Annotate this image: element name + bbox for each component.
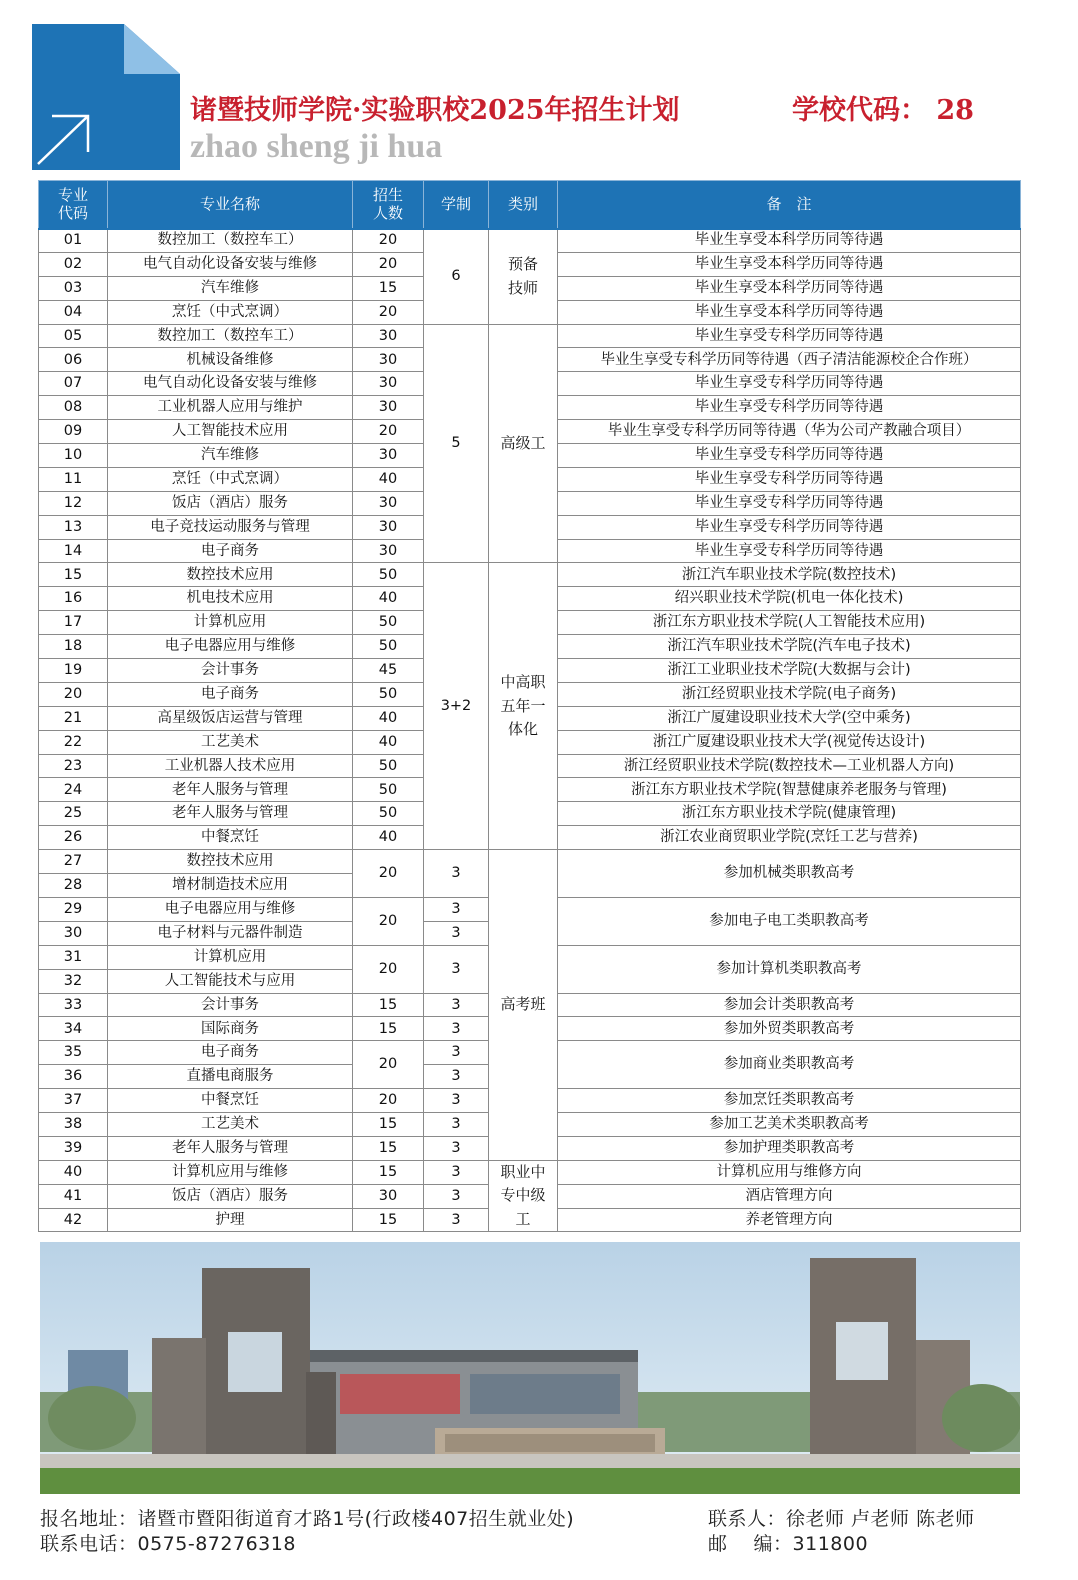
major-name: 电子商务 — [108, 1041, 353, 1065]
note: 毕业生享受专科学历同等待遇 — [558, 444, 1021, 468]
major-code: 03 — [39, 276, 108, 300]
enroll-count: 20 — [353, 1041, 424, 1089]
enroll-count: 50 — [353, 635, 424, 659]
note: 参加护理类职教高考 — [558, 1136, 1021, 1160]
enroll-count: 40 — [353, 467, 424, 491]
major-code: 25 — [39, 802, 108, 826]
column-header-notes: 备 注 — [558, 181, 1021, 229]
major-name: 人工智能技术与应用 — [108, 969, 353, 993]
major-code: 38 — [39, 1112, 108, 1136]
major-code: 40 — [39, 1160, 108, 1184]
enroll-count: 20 — [353, 897, 424, 945]
category: 预备技师 — [489, 229, 558, 325]
major-name: 老年人服务与管理 — [108, 778, 353, 802]
logo-graphic — [32, 24, 180, 170]
enroll-count: 30 — [353, 539, 424, 563]
study-years: 3 — [424, 1160, 489, 1184]
study-years: 3 — [424, 1089, 489, 1113]
category: 职业中专中级工 — [489, 1160, 558, 1232]
major-name: 数控加工（数控车工） — [108, 324, 353, 348]
major-code: 01 — [39, 229, 108, 253]
note: 毕业生享受专科学历同等待遇 — [558, 491, 1021, 515]
note: 毕业生享受专科学历同等待遇 — [558, 372, 1021, 396]
enroll-count: 50 — [353, 682, 424, 706]
major-name: 电子材料与元器件制造 — [108, 921, 353, 945]
major-name: 烹饪（中式烹调） — [108, 300, 353, 324]
major-code: 22 — [39, 730, 108, 754]
column-header-name: 专业名称 — [108, 181, 353, 229]
major-name: 电子商务 — [108, 539, 353, 563]
note: 毕业生享受专科学历同等待遇（西子清洁能源校企合作班） — [558, 348, 1021, 372]
major-code: 07 — [39, 372, 108, 396]
school-code: 学校代码： 28 — [792, 95, 974, 126]
column-header-category: 类别 — [489, 181, 558, 229]
major-name: 增材制造技术应用 — [108, 874, 353, 898]
major-name: 汽车维修 — [108, 276, 353, 300]
major-name: 饭店（酒店）服务 — [108, 491, 353, 515]
major-code: 30 — [39, 921, 108, 945]
table-row — [39, 563, 1021, 587]
major-name: 机械设备维修 — [108, 348, 353, 372]
enroll-count: 30 — [353, 372, 424, 396]
note: 参加外贸类职教高考 — [558, 1017, 1021, 1041]
enroll-count: 30 — [353, 348, 424, 372]
major-code: 42 — [39, 1208, 108, 1232]
major-code: 36 — [39, 1065, 108, 1089]
page-subtitle: zhao sheng ji hua — [190, 128, 443, 165]
major-name: 会计事务 — [108, 659, 353, 683]
major-code: 24 — [39, 778, 108, 802]
enroll-count: 30 — [353, 444, 424, 468]
enroll-count: 50 — [353, 754, 424, 778]
major-name: 数控加工（数控车工） — [108, 229, 353, 253]
study-years: 3 — [424, 993, 489, 1017]
major-name: 护理 — [108, 1208, 353, 1232]
major-name: 电子竞技运动服务与管理 — [108, 515, 353, 539]
enroll-count: 50 — [353, 563, 424, 587]
major-name: 计算机应用 — [108, 945, 353, 969]
note: 参加会计类职教高考 — [558, 993, 1021, 1017]
enrollment-plan-table — [38, 180, 1021, 1232]
enroll-count: 50 — [353, 802, 424, 826]
enroll-count: 15 — [353, 1112, 424, 1136]
major-code: 17 — [39, 611, 108, 635]
note: 绍兴职业技术学院(机电一体化技术) — [558, 587, 1021, 611]
major-code: 32 — [39, 969, 108, 993]
major-code: 26 — [39, 826, 108, 850]
note: 毕业生享受专科学历同等待遇 — [558, 396, 1021, 420]
enroll-count: 15 — [353, 1017, 424, 1041]
note: 浙江汽车职业技术学院(数控技术) — [558, 563, 1021, 587]
major-name: 老年人服务与管理 — [108, 802, 353, 826]
note: 浙江东方职业技术学院(人工智能技术应用) — [558, 611, 1021, 635]
study-years: 3 — [424, 1136, 489, 1160]
study-years: 3 — [424, 1041, 489, 1065]
major-code: 27 — [39, 850, 108, 874]
note: 毕业生享受专科学历同等待遇 — [558, 467, 1021, 491]
enroll-count: 50 — [353, 611, 424, 635]
major-name: 烹饪（中式烹调） — [108, 467, 353, 491]
enroll-count: 15 — [353, 276, 424, 300]
enroll-count: 20 — [353, 420, 424, 444]
major-name: 老年人服务与管理 — [108, 1136, 353, 1160]
note: 毕业生享受专科学历同等待遇（华为公司产教融合项目） — [558, 420, 1021, 444]
major-name: 电子商务 — [108, 682, 353, 706]
column-header-count: 招生人数 — [353, 181, 424, 229]
major-code: 08 — [39, 396, 108, 420]
major-name: 高星级饭店运营与管理 — [108, 706, 353, 730]
major-code: 23 — [39, 754, 108, 778]
major-name: 工业机器人技术应用 — [108, 754, 353, 778]
note: 浙江经贸职业技术学院(数控技术—工业机器人方向) — [558, 754, 1021, 778]
major-code: 18 — [39, 635, 108, 659]
note: 参加电子电工类职教高考 — [558, 897, 1021, 945]
enroll-count: 20 — [353, 850, 424, 898]
enroll-count: 15 — [353, 1208, 424, 1232]
footer-address: 报名地址：诸暨市暨阳街道育才路1号(行政楼407招生就业处) — [40, 1508, 575, 1530]
note: 参加工艺美术类职教高考 — [558, 1112, 1021, 1136]
note: 毕业生享受专科学历同等待遇 — [558, 515, 1021, 539]
major-name: 工业机器人应用与维护 — [108, 396, 353, 420]
major-code: 19 — [39, 659, 108, 683]
study-years: 3 — [424, 1184, 489, 1208]
major-code: 28 — [39, 874, 108, 898]
major-name: 会计事务 — [108, 993, 353, 1017]
note: 毕业生享受专科学历同等待遇 — [558, 539, 1021, 563]
enroll-count: 30 — [353, 1184, 424, 1208]
major-name: 机电技术应用 — [108, 587, 353, 611]
major-name: 饭店（酒店）服务 — [108, 1184, 353, 1208]
note: 参加机械类职教高考 — [558, 850, 1021, 898]
category: 高考班 — [489, 850, 558, 1161]
major-code: 21 — [39, 706, 108, 730]
major-name: 工艺美术 — [108, 1112, 353, 1136]
major-code: 16 — [39, 587, 108, 611]
major-name: 数控技术应用 — [108, 563, 353, 587]
table-header-row — [39, 181, 1021, 229]
note: 毕业生享受专科学历同等待遇 — [558, 324, 1021, 348]
major-code: 29 — [39, 897, 108, 921]
major-code: 04 — [39, 300, 108, 324]
major-name: 直播电商服务 — [108, 1065, 353, 1089]
major-code: 13 — [39, 515, 108, 539]
note: 浙江工业职业技术学院(大数据与会计) — [558, 659, 1021, 683]
major-name: 国际商务 — [108, 1017, 353, 1041]
page-title: 诸暨技师学院·实验职校2025年招生计划 — [190, 95, 680, 126]
enroll-count: 40 — [353, 730, 424, 754]
category: 高级工 — [489, 324, 558, 563]
study-years: 3 — [424, 921, 489, 945]
note: 养老管理方向 — [558, 1208, 1021, 1232]
column-header-years: 学制 — [424, 181, 489, 229]
enroll-count: 20 — [353, 229, 424, 253]
note: 毕业生享受本科学历同等待遇 — [558, 229, 1021, 253]
enroll-count: 40 — [353, 706, 424, 730]
enroll-count: 20 — [353, 300, 424, 324]
study-years: 5 — [424, 324, 489, 563]
major-code: 11 — [39, 467, 108, 491]
major-name: 计算机应用与维修 — [108, 1160, 353, 1184]
table-row — [39, 850, 1021, 874]
enroll-count: 15 — [353, 993, 424, 1017]
major-name: 电子电器应用与维修 — [108, 635, 353, 659]
enroll-count: 40 — [353, 826, 424, 850]
study-years: 3 — [424, 945, 489, 993]
major-code: 33 — [39, 993, 108, 1017]
enroll-count: 20 — [353, 252, 424, 276]
enroll-count: 20 — [353, 1089, 424, 1113]
note: 浙江广厦建设职业技术大学(空中乘务) — [558, 706, 1021, 730]
study-years: 3 — [424, 1112, 489, 1136]
footer-postal-code: 邮 编：311800 — [708, 1533, 869, 1555]
note: 参加计算机类职教高考 — [558, 945, 1021, 993]
enroll-count: 50 — [353, 778, 424, 802]
note: 浙江汽车职业技术学院(汽车电子技术) — [558, 635, 1021, 659]
enroll-count: 30 — [353, 324, 424, 348]
enroll-count: 30 — [353, 396, 424, 420]
footer-phone: 联系电话：0575-87276318 — [40, 1533, 296, 1555]
enroll-count: 15 — [353, 1136, 424, 1160]
major-name: 工艺美术 — [108, 730, 353, 754]
major-code: 12 — [39, 491, 108, 515]
note: 毕业生享受本科学历同等待遇 — [558, 276, 1021, 300]
major-code: 09 — [39, 420, 108, 444]
major-code: 10 — [39, 444, 108, 468]
major-name: 中餐烹饪 — [108, 826, 353, 850]
note: 浙江经贸职业技术学院(电子商务) — [558, 682, 1021, 706]
enroll-count: 15 — [353, 1160, 424, 1184]
enroll-count: 45 — [353, 659, 424, 683]
column-header-code: 专业代码 — [39, 181, 108, 229]
major-name: 电气自动化设备安装与维修 — [108, 372, 353, 396]
campus-photo — [40, 1242, 1020, 1494]
note: 参加商业类职教高考 — [558, 1041, 1021, 1089]
footer-contact: 联系人：徐老师 卢老师 陈老师 — [708, 1508, 975, 1530]
note: 毕业生享受本科学历同等待遇 — [558, 252, 1021, 276]
major-code: 35 — [39, 1041, 108, 1065]
study-years: 3 — [424, 897, 489, 921]
note: 参加烹饪类职教高考 — [558, 1089, 1021, 1113]
study-years: 3 — [424, 1065, 489, 1089]
study-years: 3+2 — [424, 563, 489, 850]
note: 浙江东方职业技术学院(健康管理) — [558, 802, 1021, 826]
enroll-count: 20 — [353, 945, 424, 993]
enroll-count: 30 — [353, 491, 424, 515]
note: 计算机应用与维修方向 — [558, 1160, 1021, 1184]
major-name: 汽车维修 — [108, 444, 353, 468]
major-code: 41 — [39, 1184, 108, 1208]
note: 浙江东方职业技术学院(智慧健康养老服务与管理) — [558, 778, 1021, 802]
table-row — [39, 229, 1021, 253]
major-code: 05 — [39, 324, 108, 348]
major-code: 34 — [39, 1017, 108, 1041]
study-years: 3 — [424, 1208, 489, 1232]
major-name: 数控技术应用 — [108, 850, 353, 874]
study-years: 3 — [424, 1017, 489, 1041]
major-code: 02 — [39, 252, 108, 276]
category: 中高职五年一体化 — [489, 563, 558, 850]
major-name: 电子电器应用与维修 — [108, 897, 353, 921]
enroll-count: 30 — [353, 515, 424, 539]
table-row — [39, 324, 1021, 348]
note: 毕业生享受本科学历同等待遇 — [558, 300, 1021, 324]
note: 浙江广厦建设职业技术大学(视觉传达设计) — [558, 730, 1021, 754]
major-code: 20 — [39, 682, 108, 706]
note: 浙江农业商贸职业学院(烹饪工艺与营养) — [558, 826, 1021, 850]
enroll-count: 40 — [353, 587, 424, 611]
major-code: 37 — [39, 1089, 108, 1113]
major-code: 06 — [39, 348, 108, 372]
major-code: 14 — [39, 539, 108, 563]
major-name: 电气自动化设备安装与维修 — [108, 252, 353, 276]
table-row — [39, 1160, 1021, 1184]
major-code: 15 — [39, 563, 108, 587]
note: 酒店管理方向 — [558, 1184, 1021, 1208]
study-years: 6 — [424, 229, 489, 325]
study-years: 3 — [424, 850, 489, 898]
major-code: 31 — [39, 945, 108, 969]
major-name: 中餐烹饪 — [108, 1089, 353, 1113]
major-code: 39 — [39, 1136, 108, 1160]
major-name: 人工智能技术应用 — [108, 420, 353, 444]
major-name: 计算机应用 — [108, 611, 353, 635]
